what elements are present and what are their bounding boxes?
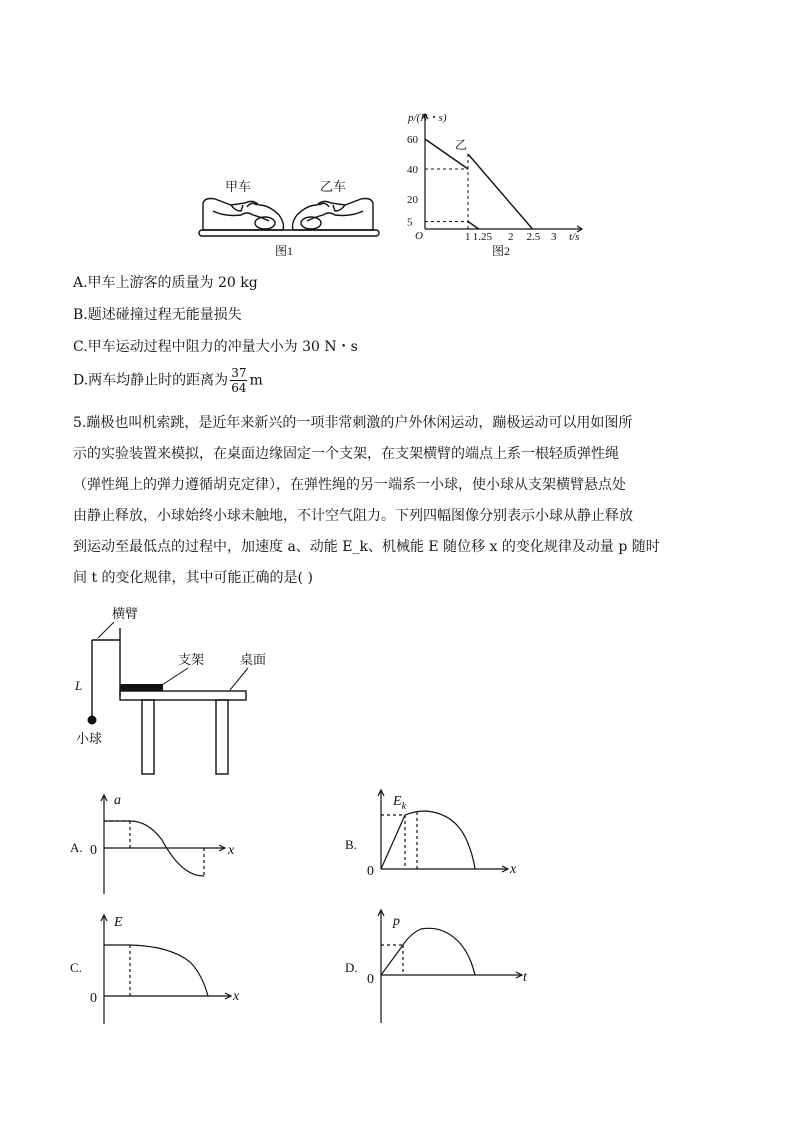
graph-d-origin: 0 [367, 972, 374, 987]
graph-b-origin: 0 [367, 864, 374, 879]
figure2-xtick-label: 2 [508, 231, 514, 243]
graph-c-ylabel: E [114, 915, 123, 930]
graph-c-xlabel: x [233, 989, 240, 1004]
figure2-axes [422, 114, 582, 232]
support-base [120, 684, 163, 691]
figure2-xlabel: t/s [569, 231, 580, 243]
table-icon [120, 691, 246, 774]
figure2-series-line-2 [468, 154, 533, 229]
graph-c-curve [104, 945, 208, 996]
q5-line: 到运动至最低点的过程中，加速度 a、动能 E_k、机械能 E 随位移 x 的变化规律及动量 p 随时 [73, 539, 660, 555]
graph-c-option: C. [70, 960, 82, 975]
figure2-xtick-label: 1 [465, 231, 471, 243]
figure2-ytick-label: 20 [407, 194, 418, 206]
figure2-ytick-label: 60 [407, 134, 418, 146]
question5-stem [73, 408, 723, 594]
label-jia-car: 甲车 [225, 179, 252, 194]
figure2-origin: O [415, 230, 423, 242]
graph-d-curve [381, 928, 475, 975]
figure2-xtick-label: 3 [551, 231, 557, 243]
figure1-bumper-cars [195, 175, 385, 260]
graph-c-mechanical-energy-displacement [70, 910, 250, 1030]
fraction-denominator: 64 [231, 381, 247, 395]
graph-b-ylabel [392, 794, 407, 812]
figure2-caption: 图2 [492, 244, 511, 258]
q4-option-c: C.甲车运动过程中阻力的冲量大小为 30 N・s [73, 339, 358, 355]
graph-d-xlabel: t [523, 970, 527, 985]
graph-c-origin: 0 [90, 991, 97, 1006]
graph-d-ylabel: p [393, 914, 400, 929]
figure2-ytick-label: 5 [407, 216, 413, 229]
label-table: 桌面 [240, 652, 267, 667]
q5-line: 由静止释放，小球始终小球未触地，不计空气阻力。下列四幅图像分别表示小球从静止释放 [73, 508, 633, 524]
label-ball: 小球 [76, 731, 103, 746]
q4-option-d-fraction [230, 366, 247, 395]
bungee-apparatus-diagram [70, 600, 290, 780]
graph-b-dash [381, 812, 417, 869]
graph-b-xlabel: x [510, 862, 517, 877]
q5-line: 间 t 的变化规律，其中可能正确的是( ) [73, 570, 313, 586]
graph-a-xlabel: x [228, 843, 235, 858]
car-yi-icon [293, 199, 374, 231]
figure2-series-line-1 [468, 222, 479, 230]
graph-a-ylabel: a [114, 793, 121, 808]
ball-icon [88, 716, 97, 725]
q5-line: 示的实验装置来模拟，在桌面边缘固定一个支架，在支架横臂的端点上系一根轻质弹性绳 [73, 446, 619, 462]
q5-line: （弹性绳上的弹力遵循胡克定律），在弹性绳的另一端系一小球，使小球从支架横臂悬点处 [73, 477, 626, 493]
q4-option-d-text: D.两车均静止时的距离为 [73, 372, 229, 389]
graph-b-ylabel-e: E [393, 794, 402, 809]
q4-option-a: A.甲车上游客的质量为 20 kg [73, 275, 258, 291]
label-arm: 横臂 [112, 606, 139, 621]
label-support: 支架 [178, 652, 205, 667]
graph-a-option: A. [70, 840, 83, 855]
q4-option-d [73, 366, 263, 395]
graph-b-ylabel-sub: k [401, 801, 407, 812]
figure2-xtick-label: 1.25 [472, 231, 492, 243]
q4-option-d-unit: m [249, 372, 263, 389]
q4-option-b: B.题述碰撞过程无能量损失 [73, 307, 242, 323]
figure2-xtick-label: 2.5 [526, 231, 541, 243]
graph-b-option: B. [345, 837, 357, 852]
graph-b-kinetic-energy-displacement [345, 785, 535, 895]
figure2-ytick-label: 40 [407, 164, 418, 176]
figure2-momentum-time-graph [405, 105, 595, 260]
figure2-ylabel: p/(N・s) [408, 112, 447, 124]
label-length: L [75, 678, 83, 693]
figure1-caption: 图1 [275, 244, 294, 258]
graph-a-acceleration-displacement [70, 790, 250, 900]
fraction-numerator: 37 [231, 366, 247, 380]
graph-b-curve [381, 811, 475, 869]
figure2-series-label: 乙 [455, 138, 468, 152]
graph-d-option: D. [345, 960, 358, 975]
q5-line: 5.蹦极也叫机索跳，是近年来新兴的一项非常刺激的户外休闲运动，蹦极运动可以用如图所 [73, 415, 633, 431]
graph-a-origin: 0 [90, 843, 97, 858]
label-yi-car: 乙车 [320, 179, 347, 194]
car-jia-icon [203, 199, 284, 231]
graph-d-momentum-time [345, 905, 535, 1025]
